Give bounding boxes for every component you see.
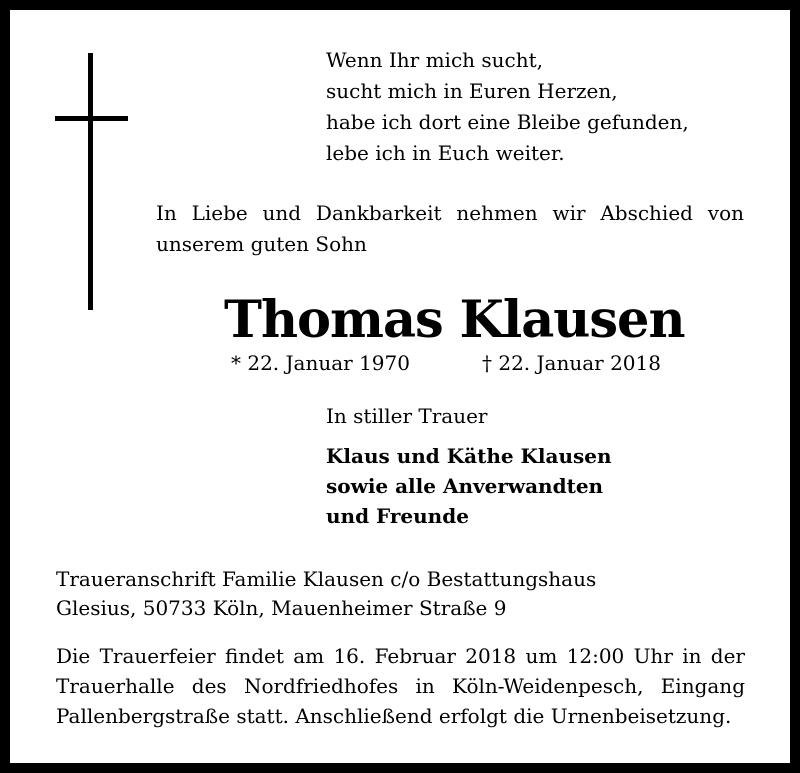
mourners-list <box>326 441 612 531</box>
cross-vertical-bar <box>88 53 93 310</box>
poem-line: lebe ich in Euch weiter. <box>326 141 565 165</box>
mourning-address <box>56 565 596 623</box>
mourning-label: In stiller Trauer <box>326 404 488 428</box>
ceremony-text: Die Trauerfeier findet am 16. Februar 2018 um 12:00 Uhr in der Trauerhalle des Nordfriedhofes in Köln-Weidenpesch, Eingang Pallenbergstraße statt. Anschließend erfolgt die Urnenbeisetzung. <box>56 644 745 728</box>
intro-text: In Liebe und Dankbarkeit nehmen wir Abschied von unserem guten Sohn <box>156 201 744 256</box>
mourner-line: sowie alle Anverwandten <box>326 474 604 498</box>
address-line: Glesius, 50733 Köln, Mauenheimer Straße 9 <box>56 596 507 620</box>
poem <box>326 45 689 169</box>
death-date: † 22. Januar 2018 <box>482 351 661 375</box>
address-line: Traueranschrift Familie Klausen c/o Bestattungshaus <box>56 567 597 591</box>
cross-horizontal-bar <box>55 116 128 121</box>
mourner-line: und Freunde <box>326 504 469 528</box>
mourner-line: Klaus und Käthe Klausen <box>326 444 612 468</box>
poem-line: Wenn Ihr mich sucht, <box>326 48 544 72</box>
deceased-name: Thomas Klausen <box>224 290 685 350</box>
poem-line: sucht mich in Euren Herzen, <box>326 79 618 103</box>
poem-line: habe ich dort eine Bleibe gefunden, <box>326 110 689 134</box>
birth-date: * 22. Januar 1970 <box>231 351 410 375</box>
